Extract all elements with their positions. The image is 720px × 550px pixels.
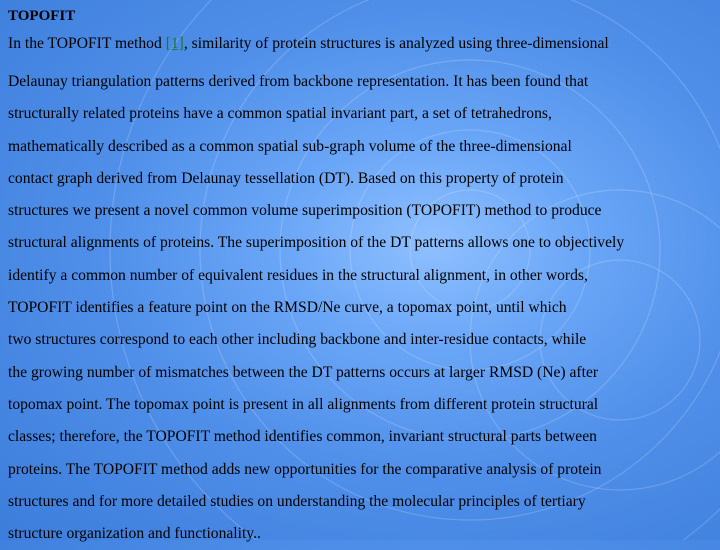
paragraph-line: proteins. The TOPOFIT method adds new opportunities for the comparative analysis of protein (8, 460, 602, 478)
paragraph-line: structures we present a novel common volume superimposition (TOPOFIT) method to produce (8, 202, 602, 220)
body-paragraph (8, 34, 720, 550)
paragraph-line (8, 34, 720, 54)
paragraph-line: two structures correspond to each other including backbone and inter-residue contacts, while (8, 331, 587, 349)
slide-title: TOPOFIT (8, 8, 76, 24)
slide-content (8, 0, 720, 550)
paragraph-line: the growing number of mismatches between the DT patterns occurs at larger RMSD (Ne) after (8, 363, 599, 381)
paragraph-line: structurally related proteins have a common spatial invariant part, a set of tetrahedrons, (8, 105, 552, 123)
paragraph-line: structures and for more detailed studies on understanding the molecular principles of tertiary (8, 492, 586, 510)
paragraph-line: classes; therefore, the TOPOFIT method identifies common, invariant structural parts between (8, 428, 597, 446)
reference-link[interactable]: [1] (165, 35, 184, 52)
paragraph-line: structure organization and functionality.. (8, 525, 261, 543)
paragraph-text: , similarity of protein structures is analyzed using three-dimensional (183, 35, 609, 52)
paragraph-line: structural alignments of proteins. The superimposition of the DT patterns allows one to objectively (8, 234, 625, 252)
paragraph-line: topomax point. The topomax point is present in all alignments from different protein structural (8, 395, 599, 413)
paragraph-line: contact graph derived from Delaunay tessellation (DT). Based on this property of protein (8, 169, 564, 187)
paragraph-line: mathematically described as a common spatial sub-graph volume of the three-dimensional (8, 137, 572, 155)
paragraph-line: TOPOFIT identifies a feature point on the RMSD/Ne curve, a topomax point, until which (8, 299, 567, 317)
paragraph-line: identify a common number of equivalent residues in the structural alignment, in other words, (8, 266, 588, 284)
paragraph-line: Delaunay triangulation patterns derived from backbone representation. It has been found that (8, 73, 589, 90)
paragraph-text: In the TOPOFIT method (8, 35, 166, 52)
